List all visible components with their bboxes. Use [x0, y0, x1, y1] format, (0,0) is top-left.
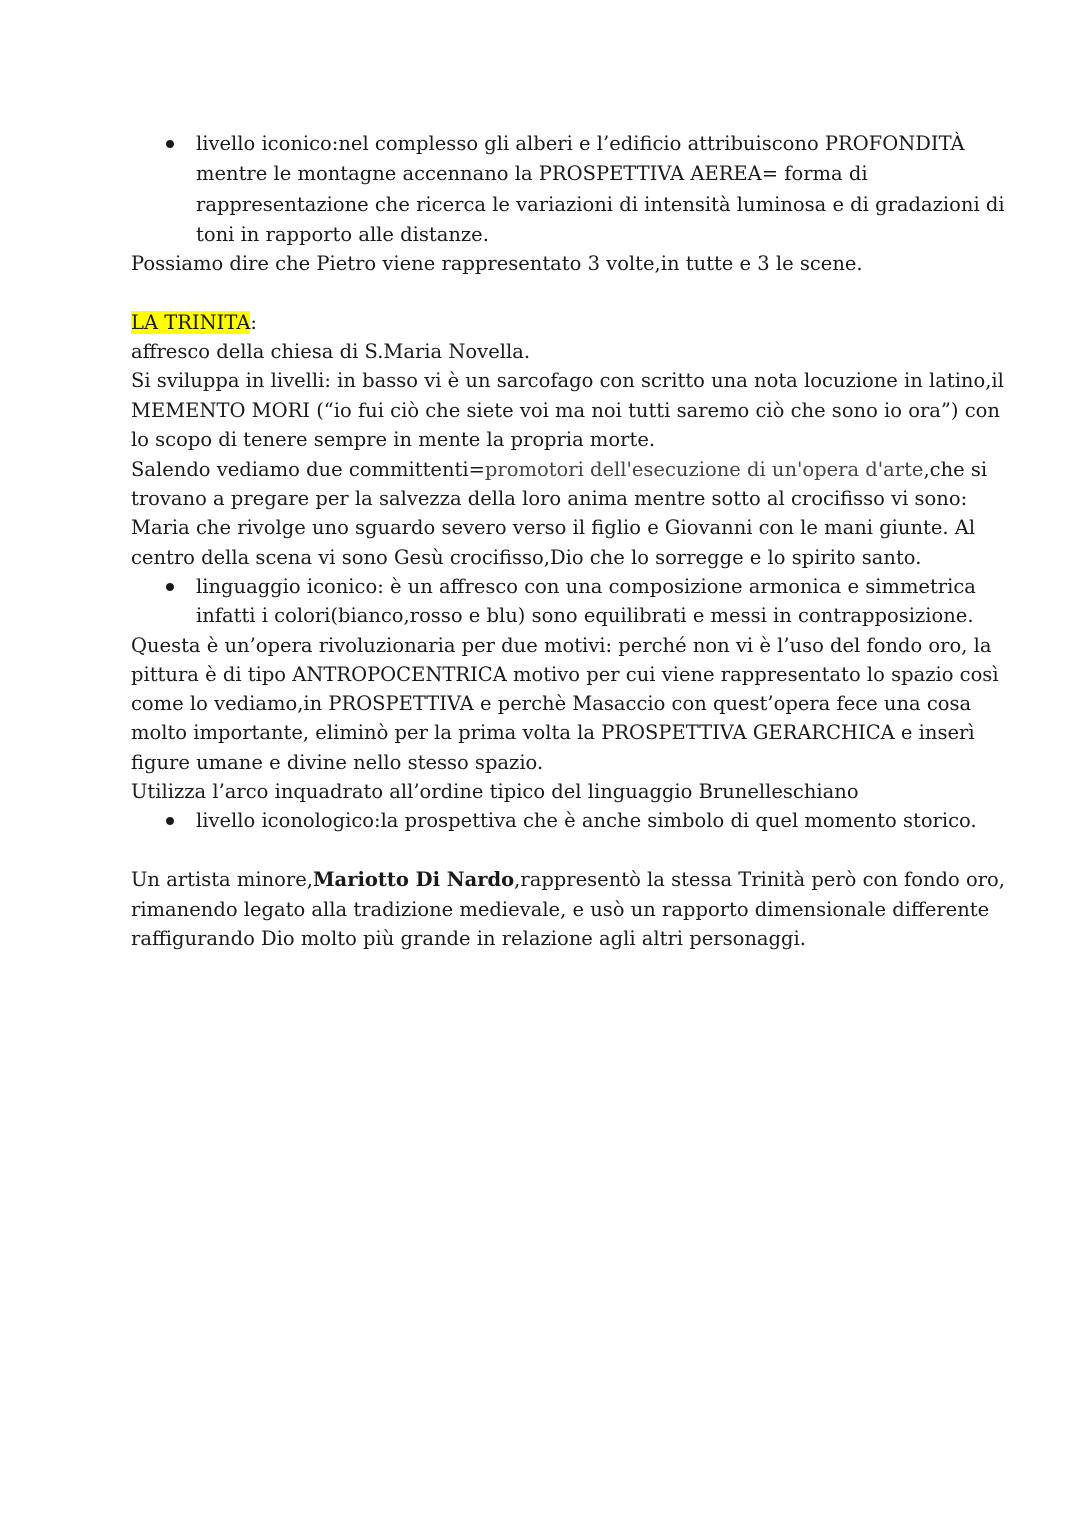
- text-span: ,rappresentò la stessa Trinità però con fondo oro,: [514, 868, 1005, 891]
- text-line: Maria che rivolge uno sguardo severo verso il figlio e Giovanni con le mani giunte. Al: [131, 516, 976, 539]
- heading-highlight: LA TRINITA: [131, 311, 251, 334]
- text-line: pittura è di tipo ANTROPOCENTRICA motivo per cui viene rappresentato lo spazio così: [131, 663, 999, 686]
- text-line: MEMENTO MORI (“io fui ciò che siete voi ma noi tutti saremo ciò che sono io ora”) con: [131, 399, 1000, 422]
- text-line: Possiamo dire che Pietro viene rappresentato 3 volte,in tutte e 3 le scene.: [131, 252, 863, 275]
- bullet-dot: [166, 140, 174, 148]
- text-line: trovano a pregare per la salvezza della loro anima mentre sotto al crocifisso vi sono:: [131, 487, 968, 510]
- text-line: come lo vediamo,in PROSPETTIVA e perchè Masaccio con quest’opera fece una cosa: [131, 692, 972, 715]
- bullet-dot: [166, 817, 174, 825]
- text-line: [131, 865, 1005, 894]
- text-line: Si sviluppa in livelli: in basso vi è un sarcofago con scritto una nota locuzione in latino,il: [131, 369, 1004, 392]
- text-line: rimanendo legato alla tradizione medievale, e usò un rapporto dimensionale differente: [131, 898, 990, 921]
- definition-span: promotori dell'esecuzione di un'opera d'arte: [484, 458, 924, 481]
- text-line: toni in rapporto alle distanze.: [196, 223, 489, 246]
- text-span: Un artista minore,: [131, 868, 313, 891]
- text-span: Salendo vediamo due committenti=: [131, 458, 485, 481]
- section-heading: [131, 308, 257, 337]
- text-line: livello iconico:nel complesso gli alberi e l’edificio attribuiscono PROFONDITÀ: [196, 132, 965, 155]
- text-line: [131, 455, 987, 484]
- heading-colon: :: [250, 311, 257, 334]
- text-line: affresco della chiesa di S.Maria Novella.: [131, 340, 531, 363]
- text-line: raffigurando Dio molto più grande in relazione agli altri personaggi.: [131, 927, 806, 950]
- text-line: livello iconologico:la prospettiva che è anche simbolo di quel momento storico.: [196, 809, 977, 832]
- text-line: Questa è un’opera rivoluzionaria per due motivi: perché non vi è l’uso del fondo oro, la: [131, 634, 992, 657]
- text-line: Utilizza l’arco inquadrato all’ordine tipico del linguaggio Brunelleschiano: [131, 780, 859, 803]
- text-line: linguaggio iconico: è un affresco con una composizione armonica e simmetrica: [196, 575, 976, 598]
- bullet-dot: [166, 583, 174, 591]
- text-span: ,che si: [923, 458, 988, 481]
- text-line: centro della scena vi sono Gesù crocifisso,Dio che lo sorregge e lo spirito santo.: [131, 546, 922, 569]
- text-line: figure umane e divine nello stesso spazio.: [131, 751, 544, 774]
- text-line: infatti i colori(bianco,rosso e blu) sono equilibrati e messi in contrapposizione.: [196, 604, 974, 627]
- text-line: rappresentazione che ricerca le variazioni di intensità luminosa e di gradazioni di: [196, 193, 1005, 216]
- text-line: mentre le montagne accennano la PROSPETTIVA AEREA= forma di: [196, 162, 868, 185]
- artist-name: Mariotto Di Nardo: [312, 868, 515, 891]
- text-line: lo scopo di tenere sempre in mente la propria morte.: [131, 428, 656, 451]
- text-line: molto importante, eliminò per la prima volta la PROSPETTIVA GERARCHICA e inserì: [131, 721, 975, 744]
